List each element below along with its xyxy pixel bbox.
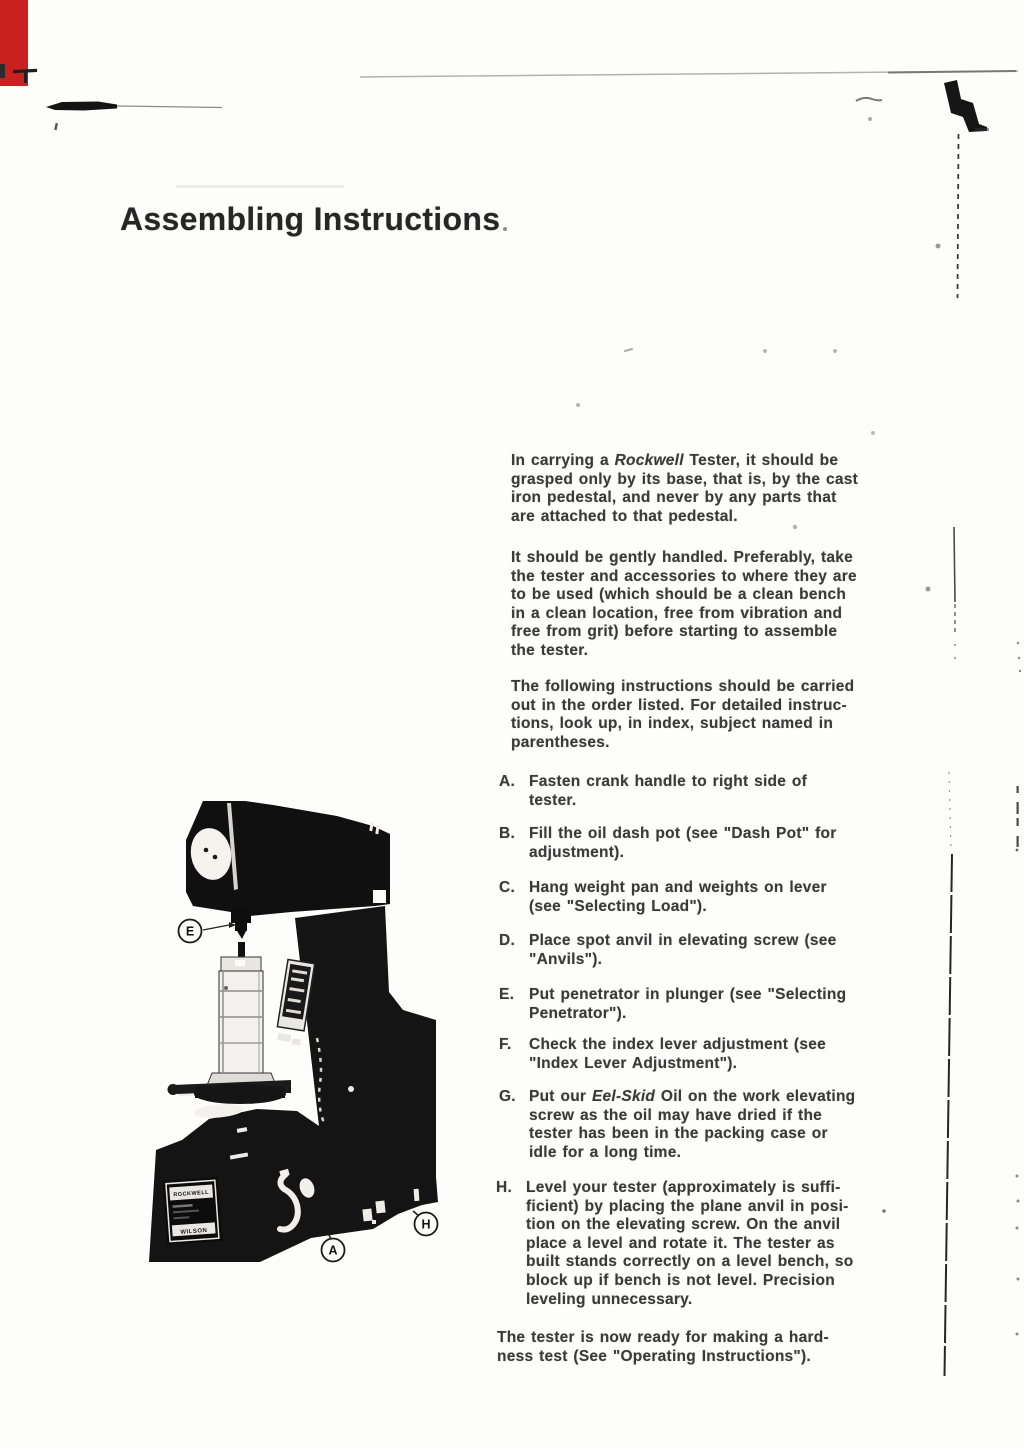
speck [954, 644, 956, 646]
scale-mark [277, 1033, 291, 1042]
page-title: Assembling Instructions [120, 201, 501, 237]
anvil-cap-highlight [235, 960, 245, 966]
speck [1017, 1200, 1020, 1203]
plunger-housing [231, 908, 251, 923]
tester-figure [145, 792, 470, 1277]
assembly-step [499, 825, 909, 862]
bolt-mark [375, 1201, 385, 1214]
penetrator-tip [237, 931, 246, 939]
nameplate-maker: WILSON [180, 1227, 208, 1236]
step-letter: H. [496, 1179, 512, 1196]
ink-dash-tail [117, 106, 222, 108]
assembly-step [499, 773, 909, 810]
step-letter: D. [499, 932, 515, 949]
speck [1018, 657, 1020, 659]
smudge [176, 185, 344, 188]
stray-dot [503, 227, 507, 231]
scan-line-horizontal [360, 71, 1018, 77]
ink-dash [46, 102, 117, 111]
ink-blob [944, 80, 987, 132]
speck [1016, 1333, 1019, 1336]
scan-line-vertical [949, 772, 951, 850]
dial-dot [204, 848, 209, 853]
assembly-step [499, 986, 909, 1023]
assembly-step [499, 879, 909, 916]
edge-dash [1017, 802, 1019, 814]
red-margin-bar [0, 0, 28, 86]
intro-paragraph: It should be gently handled. Preferably, take the tester and accessories to where they are to be used (which should be a clean bench in a clean location, free from vibration and free from grit) before starting to assemble the tester. [511, 549, 857, 659]
scan-line-vertical [958, 134, 959, 298]
step-letter: A. [499, 773, 515, 790]
speck [1019, 670, 1021, 672]
head-notch [373, 890, 386, 903]
penetrator [235, 923, 247, 931]
callout-letter-e: E [185, 924, 195, 939]
assembly-step [499, 932, 909, 969]
speck [926, 587, 931, 592]
speck [576, 403, 580, 407]
speck [1016, 849, 1019, 852]
tick-mark [54, 123, 58, 130]
speck [1016, 1175, 1019, 1178]
column-dot [348, 1086, 354, 1092]
callout-arrow-line [203, 925, 229, 930]
nameplate-brand: ROCKWELL [173, 1189, 210, 1199]
speck [763, 349, 767, 353]
bolt-mark [362, 1209, 372, 1222]
step-letter: F. [499, 1036, 512, 1053]
speck [871, 431, 875, 435]
speck [954, 657, 956, 659]
step-letter: C. [499, 879, 515, 896]
scan-line-vertical [945, 854, 953, 1376]
edge-dash [1017, 818, 1019, 826]
speck [936, 244, 941, 249]
step-text: Fill the oil dash pot (see "Dash Pot" for adjustment). [529, 825, 837, 861]
speck [1017, 642, 1019, 644]
step-letter: B. [499, 825, 515, 842]
step-text: Put penetrator in plunger (see "Selecting Penetrator"). [529, 986, 847, 1022]
step-text: Level your tester (approximately is suffi- ficient) by placing the plane anvil in posi- tion on the elevating screw. On the anvil place a level and rotate it. The tester as built stands correctly on a level bench, so block up if bench is not level. Precision leveling unnecessary. [526, 1179, 854, 1308]
step-text: Put our Eel-Skid Oil on the work elevating screw as the oil may have dried if the tester has been in the packing case or idle for a long time. [529, 1088, 856, 1161]
step-letter: E. [499, 986, 515, 1003]
scan-line-horizontal-dark [888, 71, 1016, 73]
edge-dash [1017, 836, 1019, 847]
nameplate [163, 1177, 222, 1245]
speck [1017, 1278, 1020, 1281]
anvil-platform-body [195, 1086, 285, 1098]
callout-letter-a: A [328, 1243, 338, 1258]
base-dash [414, 1189, 420, 1201]
intro-paragraph: The following instructions should be carried out in the order listed. For detailed instruc- tions, look up, in index, subject named in parentheses. [511, 678, 855, 751]
speck [833, 349, 837, 353]
speck [624, 348, 633, 352]
step-text: Hang weight pan and weights on lever (see "Selecting Load"). [529, 879, 827, 915]
speck [868, 117, 872, 121]
crank-handle-knob [168, 1084, 179, 1095]
scan-line-vertical [954, 527, 955, 602]
dial-dot [213, 855, 218, 860]
assembly-step [496, 1179, 906, 1309]
scale-mark [292, 1038, 301, 1045]
assembly-step [499, 1036, 909, 1073]
intro-paragraph: In carrying a Rockwell Tester, it should be grasped only by its base, that is, by the cast iron pedestal, and never by any parts that are attached to that pedestal. [511, 452, 859, 525]
assembly-step [499, 1088, 909, 1162]
anvil-rod [238, 942, 245, 958]
speck [1016, 1227, 1019, 1230]
edge-dash [1017, 786, 1019, 793]
step-text: Check the index lever adjustment (see "Index Lever Adjustment"). [529, 1036, 826, 1072]
cylinder-dot [224, 986, 228, 990]
tilde-mark [856, 98, 882, 101]
bolt-mark [372, 1220, 376, 1224]
step-letter: G. [499, 1088, 516, 1105]
step-text: Place spot anvil in elevating screw (see "Anvils"). [529, 932, 837, 968]
callout-letter-h: H [421, 1217, 431, 1232]
closing-paragraph: The tester is now ready for making a hard- ness test (See "Operating Instructions"). [497, 1329, 829, 1365]
tester-photo [145, 792, 470, 1277]
step-text: Fasten crank handle to right side of tester. [529, 773, 808, 809]
ink-blob-tail [975, 128, 989, 131]
